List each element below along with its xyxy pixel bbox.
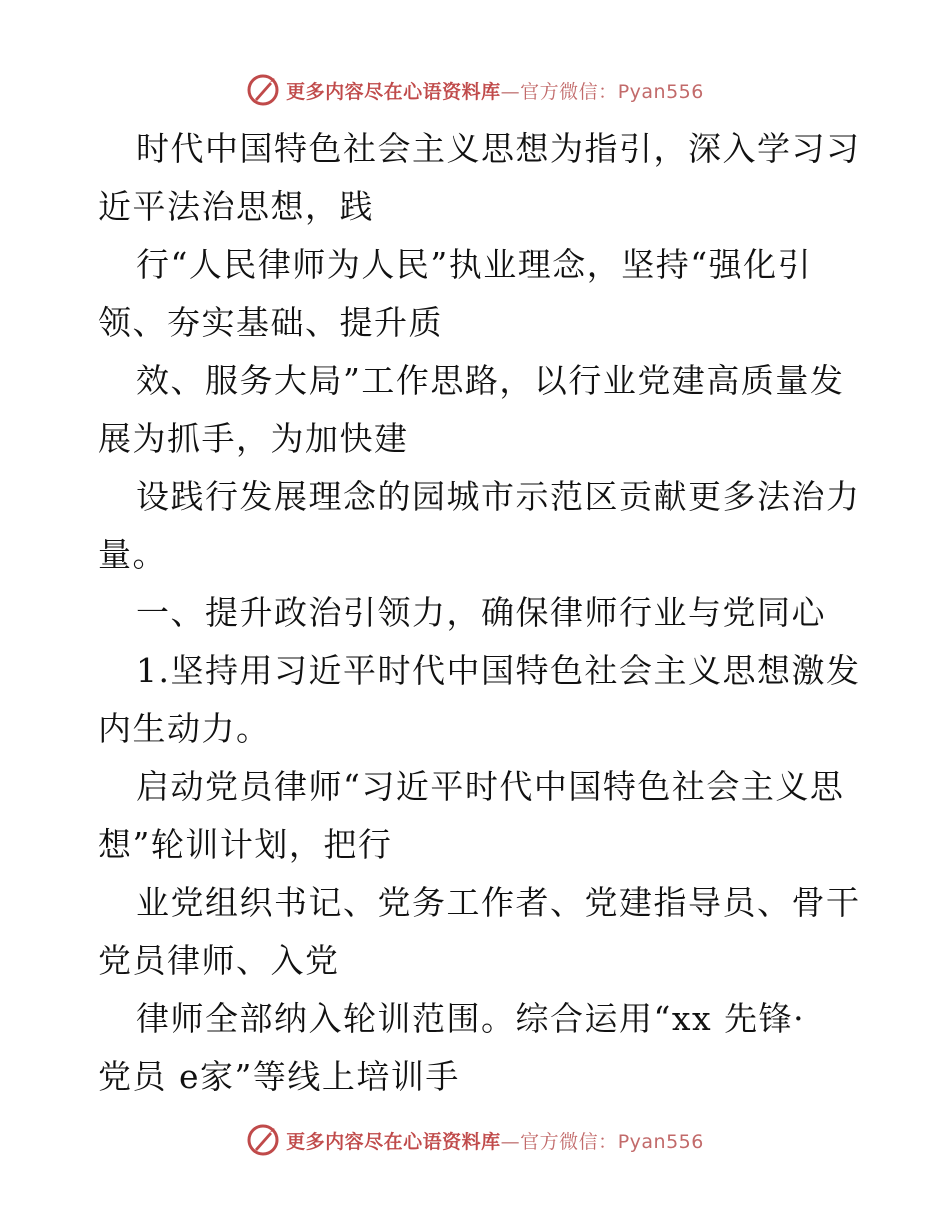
text-line: 一、提升政治引领力，确保律师行业与党同心 [136,593,826,632]
text-line: 内生动力。 [98,709,271,748]
text-line: 律师全部纳入轮训范围。综合运用“xx 先锋· [136,999,806,1038]
text-line: 效、服务大局”工作思路，以行业党建高质量发 [136,361,845,400]
text-line: 启动党员律师“习近平时代中国特色社会主义思 [136,767,845,806]
quill-pen-logo-icon [246,73,280,107]
header-watermark [0,70,950,110]
text-line: 时代中国特色社会主义思想为指引，深入学习习 [136,129,861,168]
watermark-text [286,77,704,104]
watermark-brand: 更多内容尽在心语资料库 [286,1130,501,1153]
text-line: 业党组织书记、党务工作者、党建指导员、骨干 [136,883,861,922]
text-line: 1.坚持用习近平时代中国特色社会主义思想激发 [136,651,861,690]
text-line: 量。 [98,535,167,574]
text-line: 近平法治思想，践 [98,187,374,226]
text-line: 想”轮训计划，把行 [98,825,393,864]
text-line: 党员律师、入党 [98,941,340,980]
text-line: 设践行发展理念的园城市示范区贡献更多法治力 [136,477,861,516]
watermark-wechat-id: Pyan556 [617,80,704,103]
text-line: 展为抓手，为加快建 [98,419,409,458]
text-line: 行“人民律师为人民”执业理念，坚持“强化引 [136,245,813,284]
watermark-brand: 更多内容尽在心语资料库 [286,80,501,103]
footer-watermark [0,1120,950,1160]
text-line: 领、夯实基础、提升质 [98,303,443,342]
watermark-separator: — [500,80,521,103]
watermark-separator: — [500,1130,521,1153]
text-line: 党员 e家”等线上培训手 [98,1057,460,1096]
quill-pen-logo-icon [246,1123,280,1157]
watermark-text [286,1127,704,1154]
watermark-wechat-label: 官方微信： [520,80,618,103]
document-body [98,120,861,1106]
watermark-wechat-id: Pyan556 [617,1130,704,1153]
watermark-wechat-label: 官方微信： [520,1130,618,1153]
